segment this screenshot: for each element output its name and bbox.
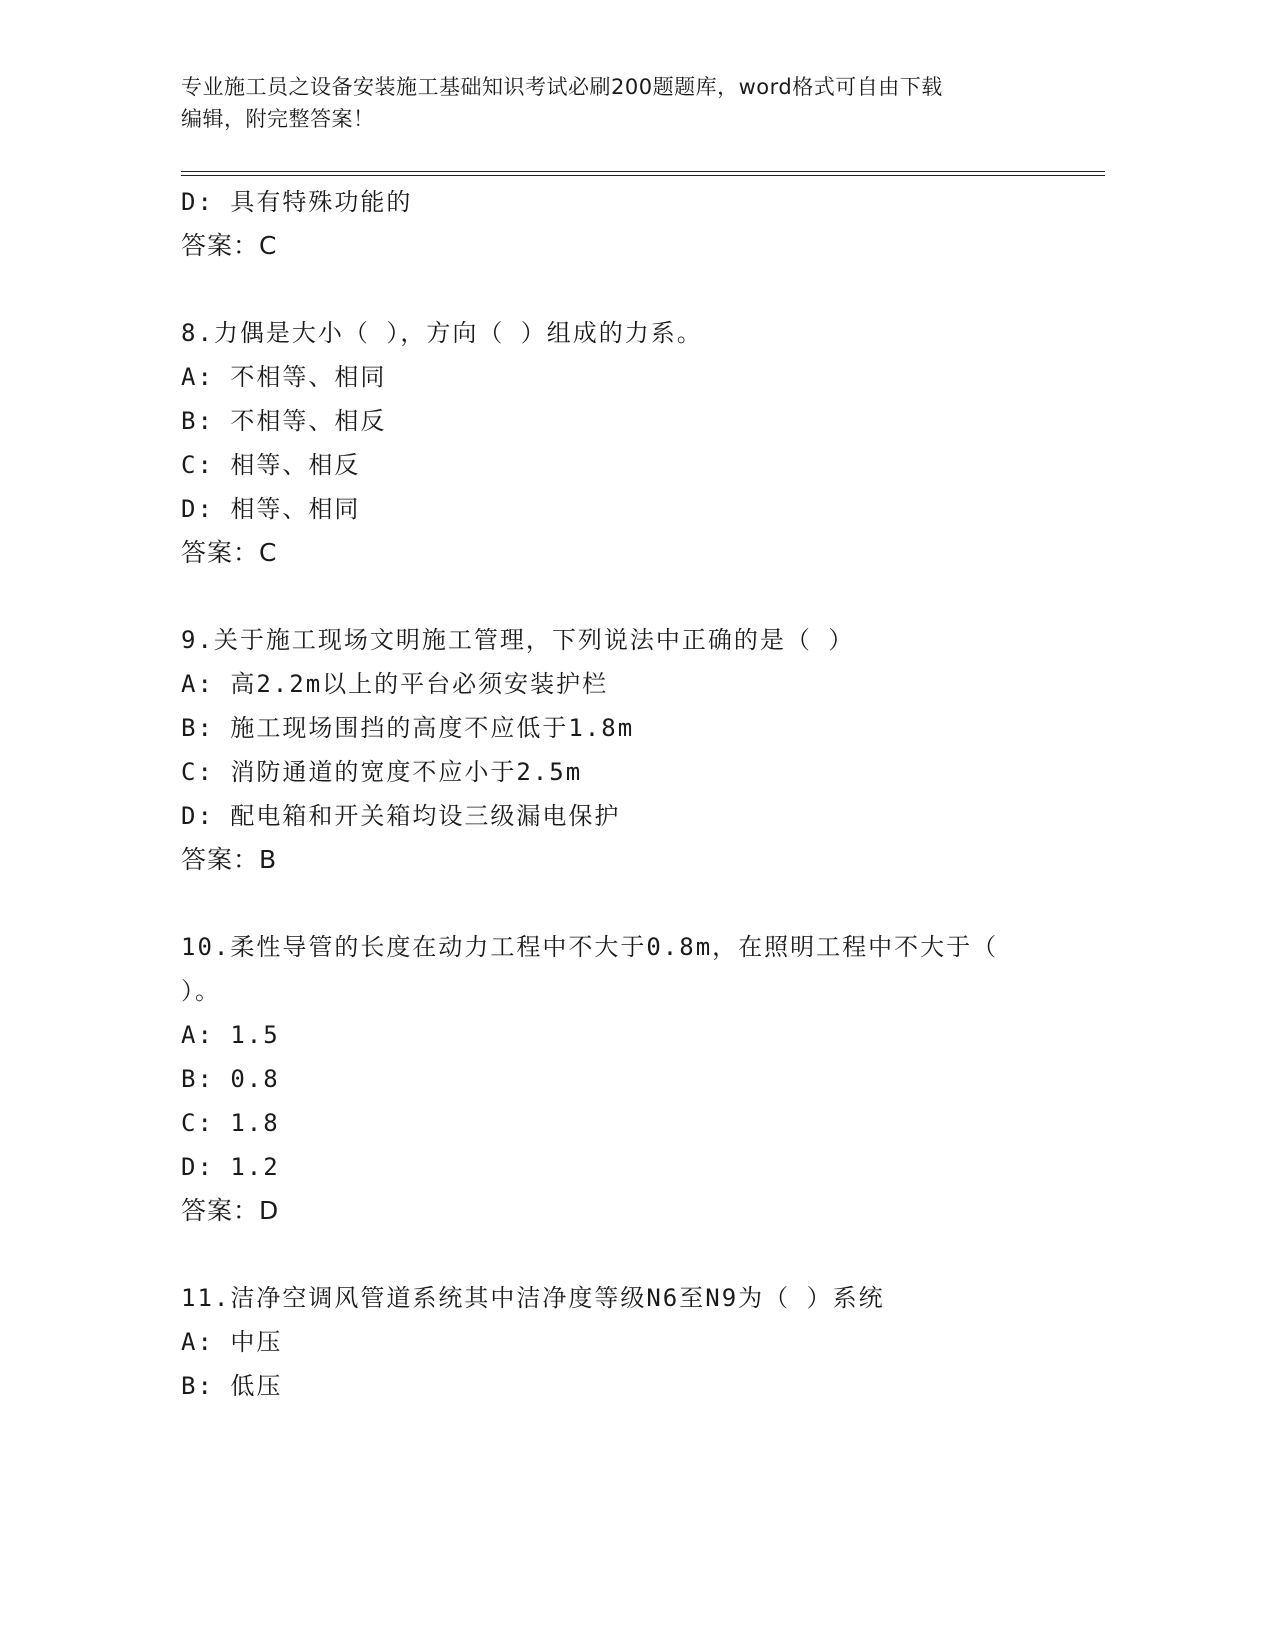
q10-stem-line-2: ）。 [181,977,221,1005]
q8-option-d: D: 相等、相同 [181,495,361,523]
q10-option-d: D: 1.2 [181,1153,280,1181]
q8-stem: 8.力偶是大小（ ），方向（ ）组成的力系。 [181,319,703,347]
header-title-line-1: 专业施工员之设备安装施工基础知识考试必刷200题题库，word格式可自由下载 [181,75,943,99]
q9-option-a: A: 高2.2m以上的平台必须安装护栏 [181,670,609,698]
q10-option-a: A: 1.5 [181,1021,280,1049]
q10-option-b: B: 0.8 [181,1065,280,1093]
q9-option-b: B: 施工现场围挡的高度不应低于1.8m [181,714,635,742]
q8-option-c: C: 相等、相反 [181,451,361,479]
q7-answer: 答案：C [181,231,278,260]
q8-answer: 答案：C [181,538,278,567]
q9-stem: 9.关于施工现场文明施工管理，下列说法中正确的是（ ） [181,626,855,654]
q8-option-a: A: 不相等、相同 [181,363,387,391]
spacer [181,575,1081,618]
header-rule-top [181,171,1105,172]
spacer [181,268,1081,311]
q7-option-d: D: 具有特殊功能的 [181,188,413,216]
q9-option-d: D: 配电箱和开关箱均设三级漏电保护 [181,802,621,830]
document-body [181,180,1081,1408]
spacer [181,882,1081,925]
q11-option-b: B: 低压 [181,1372,283,1400]
page-header [181,71,1061,135]
q11-stem: 11.洁净空调风管道系统其中洁净度等级N6至N9为（ ）系统 [181,1284,885,1312]
header-rule-bottom [181,175,1105,176]
q9-option-c: C: 消防通道的宽度不应小于2.5m [181,758,583,786]
header-title-line-2: 编辑，附完整答案！ [181,107,375,131]
q8-option-b: B: 不相等、相反 [181,407,387,435]
spacer [181,1233,1081,1276]
q10-answer: 答案：D [181,1196,280,1225]
q10-stem-line-1: 10.柔性导管的长度在动力工程中不大于0.8m，在照明工程中不大于（ [181,933,999,961]
q10-option-c: C: 1.8 [181,1109,280,1137]
q11-option-a: A: 中压 [181,1328,283,1356]
q9-answer: 答案：B [181,845,278,874]
